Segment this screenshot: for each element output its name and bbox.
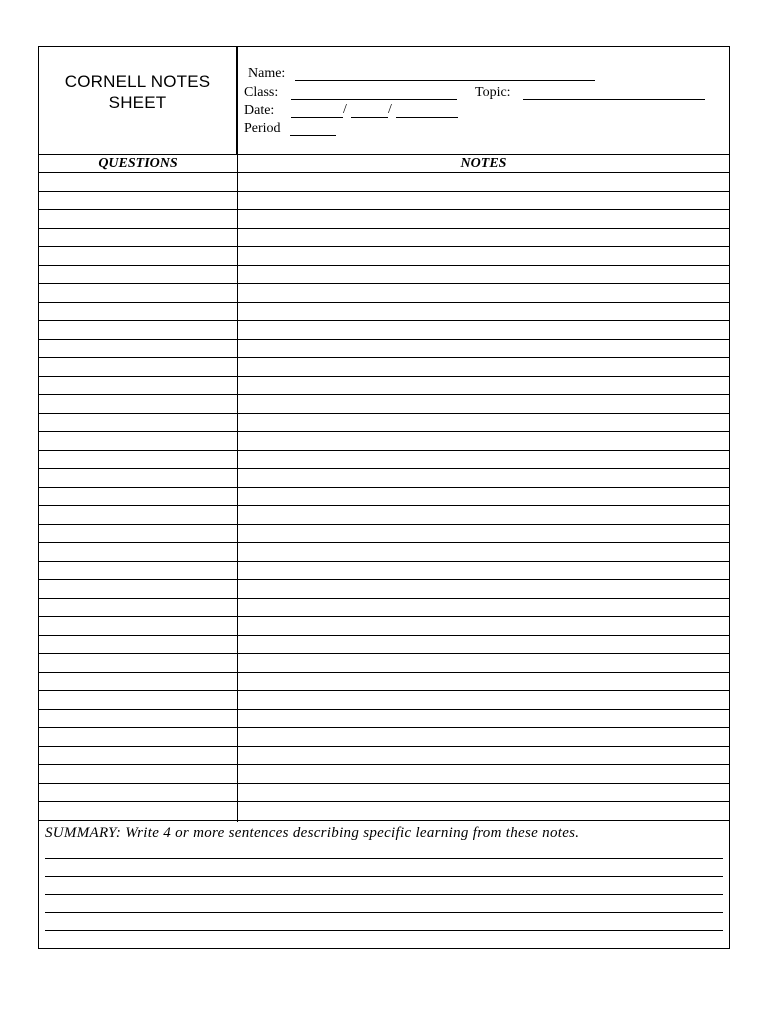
topic-blank[interactable] <box>523 99 705 100</box>
grid-line <box>39 690 729 691</box>
grid-line <box>39 376 729 377</box>
grid-line <box>39 616 729 617</box>
sheet-title-line2: SHEET <box>108 93 167 112</box>
grid-line <box>39 487 729 488</box>
grid-line <box>39 431 729 432</box>
title-box <box>39 47 237 154</box>
grid-line <box>39 709 729 710</box>
class-label: Class: <box>244 85 279 100</box>
grid-line <box>39 579 729 580</box>
grid-line <box>39 228 729 229</box>
grid-line <box>39 764 729 765</box>
grid-line <box>39 191 729 192</box>
summary-line[interactable] <box>45 912 723 913</box>
notes-grid[interactable] <box>39 173 729 821</box>
column-header-row <box>39 155 729 173</box>
grid-line <box>39 413 729 414</box>
grid-line <box>39 653 729 654</box>
date-day-blank[interactable] <box>351 117 388 118</box>
grid-line <box>39 283 729 284</box>
grid-line <box>39 635 729 636</box>
period-label: Period <box>244 121 281 136</box>
class-blank[interactable] <box>291 99 457 100</box>
grid-line <box>39 746 729 747</box>
date-month-blank[interactable] <box>291 117 343 118</box>
name-blank[interactable] <box>295 80 595 81</box>
grid-line <box>39 468 729 469</box>
grid-line <box>39 727 729 728</box>
grid-line <box>39 672 729 673</box>
grid-line <box>39 524 729 525</box>
summary-line[interactable] <box>45 894 723 895</box>
grid-line <box>39 542 729 543</box>
summary-prompt: SUMMARY: Write 4 or more sentences describing specific learning from these notes. <box>45 825 580 841</box>
notes-column-header: NOTES <box>460 156 507 171</box>
name-label: Name: <box>248 66 286 81</box>
grid-line <box>39 598 729 599</box>
date-separator-2: / <box>388 102 392 117</box>
grid-line <box>39 357 729 358</box>
grid-line <box>39 450 729 451</box>
grid-line <box>39 783 729 784</box>
sheet-title <box>39 71 236 113</box>
summary-line[interactable] <box>45 858 723 859</box>
summary-section[interactable] <box>39 821 729 948</box>
cornell-notes-sheet <box>38 46 730 949</box>
grid-line <box>39 320 729 321</box>
grid-line <box>39 505 729 506</box>
date-year-blank[interactable] <box>396 117 458 118</box>
grid-line <box>39 246 729 247</box>
sheet-title-line1: CORNELL NOTES <box>64 72 211 91</box>
grid-line <box>39 394 729 395</box>
period-blank[interactable] <box>290 135 336 136</box>
topic-label: Topic: <box>475 85 511 100</box>
date-separator-1: / <box>343 102 347 117</box>
date-label: Date: <box>244 103 275 118</box>
grid-line <box>39 265 729 266</box>
grid-line <box>39 339 729 340</box>
grid-line <box>39 561 729 562</box>
grid-line <box>39 801 729 802</box>
grid-line <box>39 302 729 303</box>
sheet-header <box>39 47 729 155</box>
questions-column-header: QUESTIONS <box>98 156 178 171</box>
summary-line[interactable] <box>45 930 723 931</box>
grid-line <box>39 209 729 210</box>
summary-line[interactable] <box>45 876 723 877</box>
